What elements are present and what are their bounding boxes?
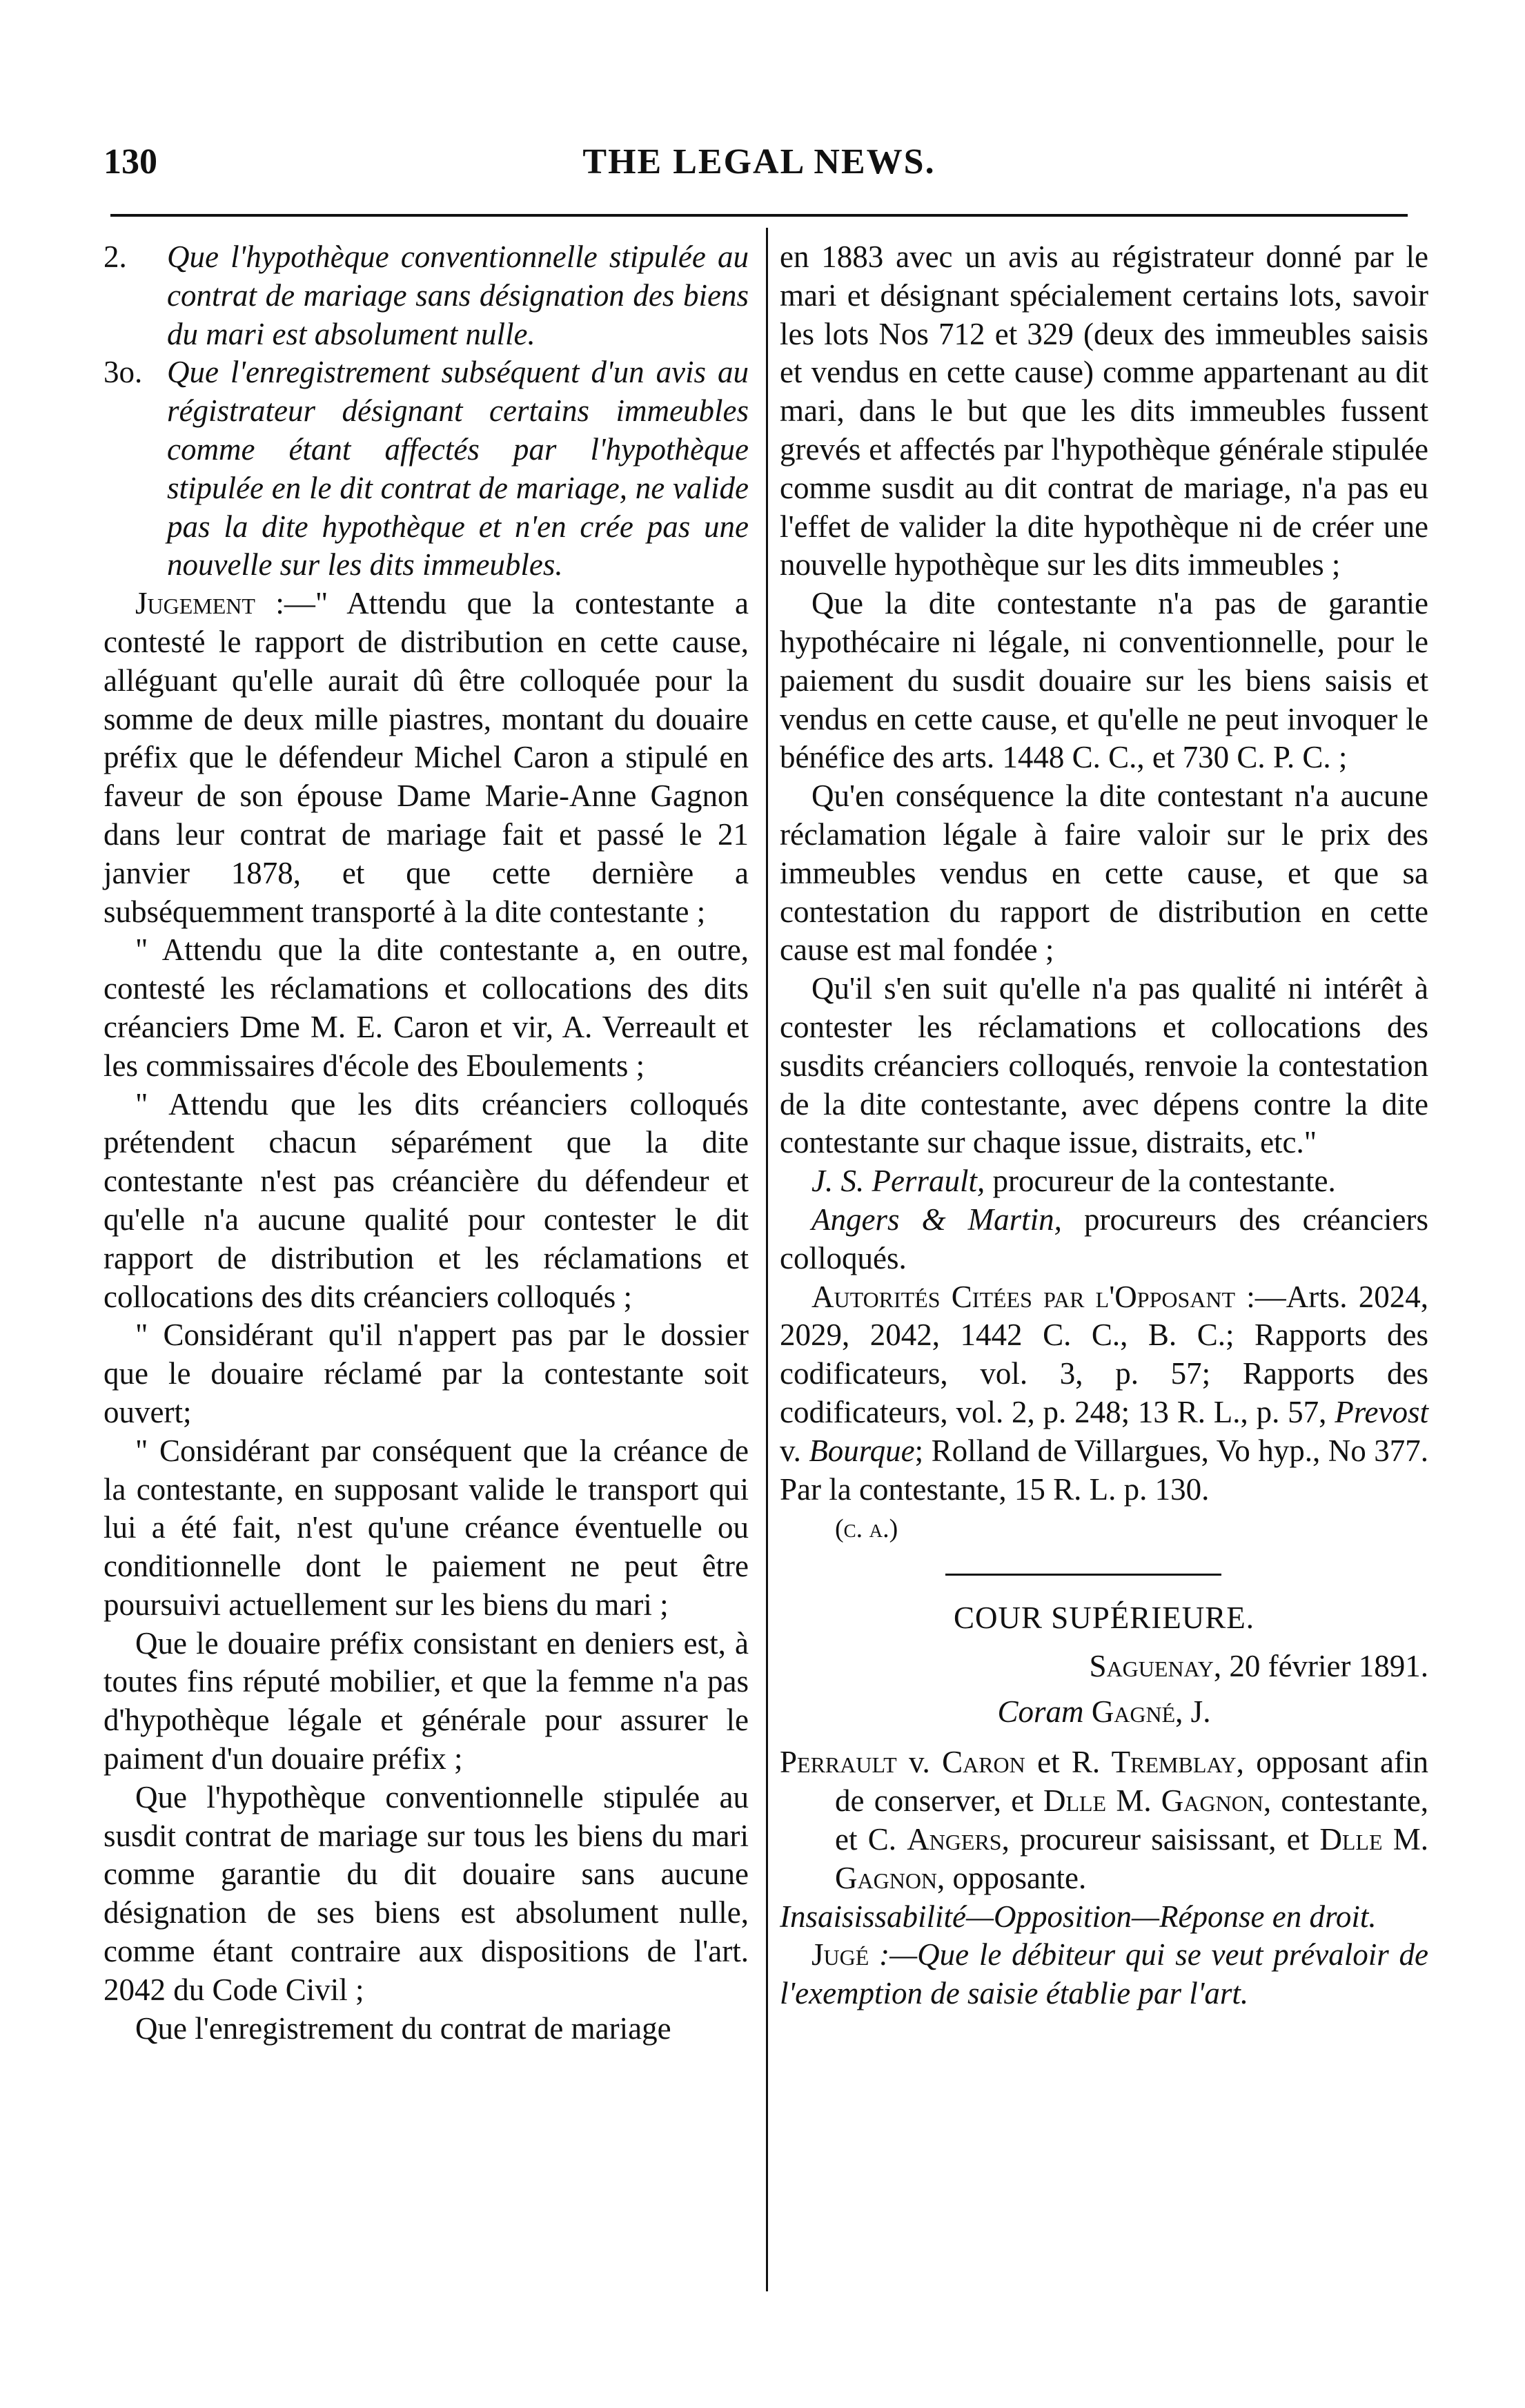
date-place: Saguenay, xyxy=(1089,1648,1222,1683)
judgment-text: :—" Attendu que la contestante a contesté le rapport de distribution en cette cause, alléguant qu'elle aurait dû être colloquée pour la somme de deux mille piastres, montant du douaire préfix que le défendeur Michel Caron a stipulé en faveur de son épouse Dame Marie-Anne Gagnon dans leur contrat de mariage fait et passé le 21 janvier 1878, et que cette dernière a subséquemment transporté à la dite contestante ; xyxy=(104,586,749,929)
authorities-text: :—Arts. 2024, 2029, 2042, 1442 C. C., B. C.; Rapports des codificateurs, vol. 3, p. 57; Rapports des codificateurs, vol. 2, p. 248; 13 R. L., p. 57, xyxy=(780,1279,1428,1429)
signature-line xyxy=(780,1162,1428,1201)
header-rule xyxy=(110,214,1408,217)
party-name: Perrault xyxy=(780,1745,897,1780)
coram-word: Coram xyxy=(997,1694,1084,1729)
juge-label: Jugé xyxy=(811,1937,869,1973)
authorities-text: ; Rolland de Villargues, Vo hyp., No 377. Par la contestante, 15 R. L. p. 130. xyxy=(780,1433,1428,1507)
paragraph: " Attendu que la dite contestante a, en outre, contesté les réclamations et collocations des dits créanciers Dme M. E. Caron et vir, A. Verreault et les commissaires d'école des Eboulements ; xyxy=(104,932,749,1083)
party-name: R. Tremblay, xyxy=(1071,1745,1244,1780)
paragraph: Qu'il s'en suit qu'elle n'a pas qualité ni intérêt à contester les réclamations et collocations des susdits créanciers colloqués, renvoie la contestation de la dite contestante, avec dépens contre la dite contestante sur chaque issue, distraits, etc." xyxy=(780,971,1428,1160)
date-line xyxy=(780,1647,1428,1686)
paragraph: " Considérant qu'il n'appert pas par le dossier que le douaire réclamé par la contestante soit ouvert; xyxy=(104,1318,749,1429)
section-rule xyxy=(945,1574,1221,1576)
authorities-paragraph xyxy=(780,1278,1428,1509)
item-number: 2. xyxy=(104,239,127,274)
judgment-paragraph xyxy=(104,585,749,931)
party-name: Dlle M. Gagnon, xyxy=(835,1822,1428,1895)
holding-item-3 xyxy=(104,353,749,585)
juge-text: :—Que le débiteur qui se veut prévaloir de l'exemption de saisie établie par l'art. xyxy=(780,1937,1428,2011)
page-header xyxy=(104,117,1415,193)
signature-role: procureur de la contestante. xyxy=(985,1164,1336,1199)
signature-line xyxy=(780,1201,1428,1278)
right-column xyxy=(780,238,1428,2013)
party-text: opposante. xyxy=(945,1860,1087,1895)
party-name: Angers, xyxy=(907,1822,1010,1857)
subject-line: Insaisissabilité—Opposition—Réponse en droit. xyxy=(780,1899,1377,1934)
paragraph: Que le douaire préfix consistant en deniers est, à toutes fins réputé mobilier, et que la femme n'a pas d'hypothèque légale et générale pour assurer le paiment d'un douaire préfix ; xyxy=(104,1625,749,1776)
paragraph: Que l'enregistrement du contrat de mariage xyxy=(135,2010,671,2046)
date-text: 20 février 1891. xyxy=(1221,1648,1428,1683)
signature-name: Angers & Martin, xyxy=(811,1202,1062,1237)
page-number: 130 xyxy=(104,142,157,182)
court-title: COUR SUPÉRIEURE. xyxy=(953,1601,1255,1636)
coram-judge: Gagné, J. xyxy=(1083,1694,1211,1729)
item-number: 3o. xyxy=(104,355,143,390)
case-versus: v. xyxy=(780,1433,809,1468)
coram-line xyxy=(780,1693,1428,1732)
case-name: Prevost xyxy=(1335,1394,1428,1429)
signature-name: J. S. Perrault, xyxy=(811,1164,985,1199)
paragraph: Que l'hypothèque conventionnelle stipulée au susdit contrat de mariage sur tous les biens du mari comme garantie du dit douaire sans aucune désignation de ses biens est absolument nulle, comme étant contraire aux dispositions de l'art. 2042 du Code Civil ; xyxy=(104,1779,749,2007)
paragraph: Que la dite contestante n'a pas de garantie hypothécaire ni légale, ni conventionnelle, pour le paiement du susdit douaire sur les biens saisis et vendus en cette cause, et qu'elle ne peut invoquer le bénéfice des arts. 1448 C. C., et 730 C. P. C. ; xyxy=(780,586,1428,775)
party-name: Caron xyxy=(942,1745,1025,1780)
authorities-label: Autorités Citées par l'Opposant xyxy=(811,1279,1236,1314)
juge-paragraph xyxy=(780,1936,1428,2013)
paragraph: " Attendu que les dits créanciers colloqués prétendent chacun séparément que la dite contestante n'est pas créancière du défendeur et qu'elle n'a aucune qualité pour contester le dit rapport de distribution et les réclamations et collocations des dits créanciers colloqués ; xyxy=(104,1086,749,1314)
party-text: opposant afin de conserver, et xyxy=(835,1745,1428,1819)
judgment-label: Jugement xyxy=(135,586,255,621)
item-text: Que l'enregistrement subséquent d'un avis au régistrateur désignant certains immeubles comme étant affectés par l'hypothèque stipulée en le dit contrat de mariage, ne valide pas la dite hypothèque et n'en crée pas une nouvelle sur les dits immeubles. xyxy=(167,355,749,583)
party-text: v. xyxy=(896,1745,943,1780)
journal-title: THE LEGAL NEWS. xyxy=(582,142,936,182)
party-text: contestante, et C. xyxy=(835,1783,1428,1857)
parties-line xyxy=(780,1743,1428,1897)
holding-item-2 xyxy=(104,238,749,353)
case-name: Bourque xyxy=(809,1433,915,1468)
source-note: (c. a.) xyxy=(835,1514,898,1544)
paragraph: " Considérant par conséquent que la créance de la contestante, en supposant valide le transport qui lui a été fait, n'est qu'une créance éventuelle ou conditionnelle dont le paiement ne peut être poursuivi actuellement sur les biens du mari ; xyxy=(104,1433,749,1622)
paragraph: Qu'en conséquence la dite contestant n'a aucune réclamation légale à faire valoir sur le prix des immeubles vendus en cette cause, et que sa contestation du rapport de distribution en cette cause est mal fondée ; xyxy=(780,779,1428,968)
signature-role: procureurs des créanciers colloqués. xyxy=(780,1202,1428,1275)
party-text: procureur saisissant, et xyxy=(1009,1822,1320,1857)
party-name: Dlle M. Gagnon, xyxy=(1043,1783,1272,1819)
column-divider xyxy=(766,228,768,2291)
paragraph: en 1883 avec un avis au régistrateur donné par le mari et désignant spécialement certains lots, savoir les lots Nos 712 et 329 (deux des immeubles saisis et vendus en cette cause) comme appartenant au dit mari, dans le but que les dits immeubles fussent grevés et affectés par l'hypothèque générale stipulée comme susdit au dit contrat de mariage, n'a pas eu l'effet de valider la dite hypothèque ni de créer une nouvelle hypothèque sur les dits immeubles ; xyxy=(780,239,1428,583)
item-text: Que l'hypothèque conventionnelle stipulée au contrat de mariage sans désignation des biens du mari est absolument nulle. xyxy=(167,239,749,351)
party-text: et xyxy=(1025,1745,1072,1780)
left-column xyxy=(104,238,749,2048)
